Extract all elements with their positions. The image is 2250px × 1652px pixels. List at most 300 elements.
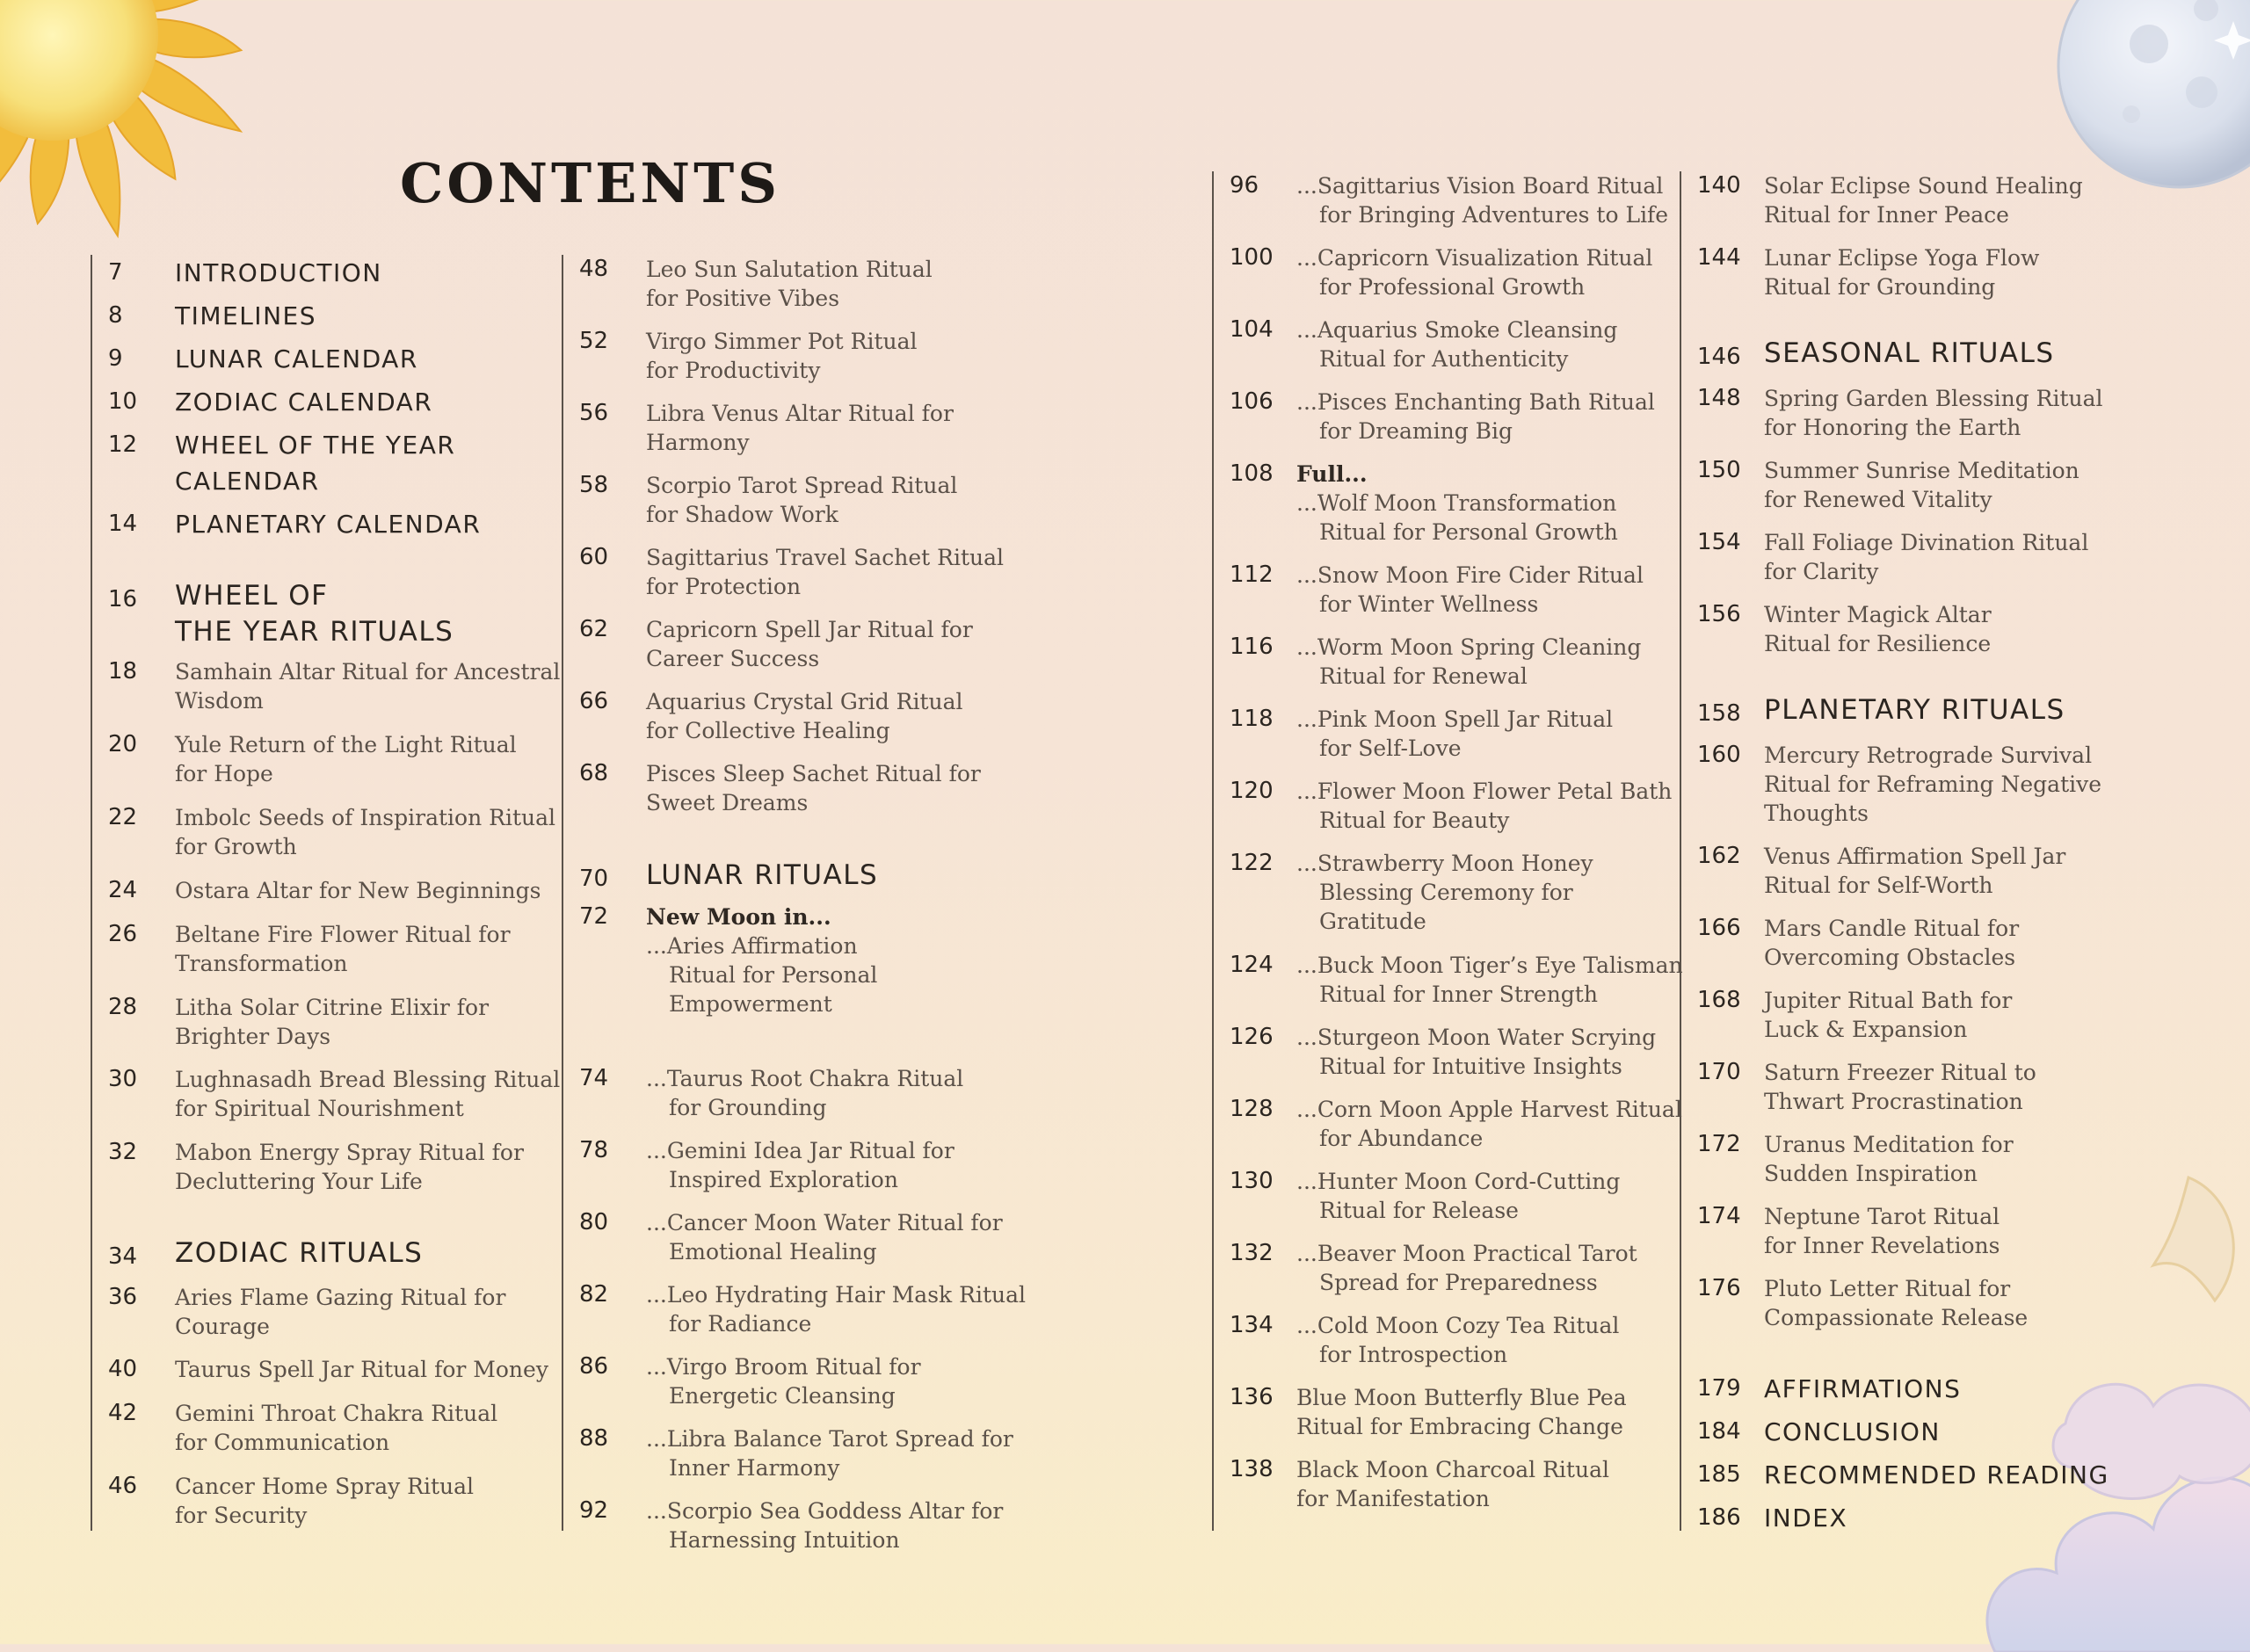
entry-title-line: ...Taurus Root Chakra Ritual: [646, 1066, 964, 1091]
entry-title-line: THE YEAR RITUALS: [175, 616, 454, 648]
entry-title: [175, 1138, 524, 1196]
entry-title-line: Luck & Expansion: [1764, 1017, 1968, 1042]
entry-title-line: Spring Garden Blessing Ritual: [1764, 386, 2103, 411]
entry-title-line: for Professional Growth: [1319, 274, 1586, 300]
entry-title-line: Ritual for Authenticity: [1319, 346, 1569, 372]
entry-title-line: Virgo Simmer Pot Ritual: [646, 329, 918, 354]
page-title: CONTENTS: [400, 151, 781, 215]
entry-title-line: Wisdom: [175, 688, 264, 714]
entry-title: [175, 341, 418, 377]
entry-title-line: Inspired Exploration: [669, 1167, 898, 1192]
page-number: 80: [579, 1209, 609, 1235]
entry-title: [1764, 456, 2079, 514]
entry-title-line: Gratitude: [1319, 909, 1426, 934]
entry-title-line: Ritual for Personal Growth: [1319, 519, 1618, 545]
entry-title-line: Lunar Eclipse Yoga Flow: [1764, 245, 2040, 271]
entry-title: [646, 1208, 1003, 1266]
entry-title-line: Ritual for Resilience: [1764, 631, 1992, 656]
page-number: 184: [1697, 1418, 1741, 1445]
entry-title-line: Ritual for Personal: [669, 962, 878, 988]
page-number: 170: [1697, 1059, 1741, 1085]
entry-title-line: ...Pink Moon Spell Jar Ritual: [1296, 706, 1614, 732]
entry-title: [1764, 384, 2103, 442]
entry-title-line: Inner Harmony: [669, 1455, 840, 1481]
entry-title: [175, 384, 432, 420]
entry-title-line: ...Strawberry Moon Honey: [1296, 851, 1593, 876]
entry-title-line: ...Cancer Moon Water Ritual for: [646, 1210, 1003, 1235]
entry-title-line: for Clarity: [1764, 559, 1879, 584]
page-number: 124: [1230, 952, 1274, 978]
page-number: 134: [1230, 1312, 1274, 1338]
entry-title-line: Ritual for Intuitive Insights: [1319, 1054, 1622, 1079]
entry-title: [1764, 986, 2012, 1044]
sun-ray: [139, 0, 253, 11]
page-number: 48: [579, 256, 609, 282]
entry-title-line: PLANETARY RITUALS: [1764, 694, 2065, 726]
entry-title: [1296, 777, 1672, 835]
entry-title-line: ...Libra Balance Tarot Spread for: [646, 1426, 1013, 1452]
entry-title-line: for Introspection: [1319, 1342, 1508, 1367]
entry-title-line: ...Scorpio Sea Goddess Altar for: [646, 1498, 1004, 1524]
page-number: 16: [108, 586, 138, 612]
entry-title-line: Scorpio Tarot Spread Ritual: [646, 473, 958, 498]
entry-title: [175, 578, 454, 650]
entry-title-line: Solar Eclipse Sound Healing: [1764, 173, 2083, 199]
entry-title-line: ...Corn Moon Apple Harvest Ritual: [1296, 1097, 1682, 1122]
page-number: 185: [1697, 1461, 1741, 1488]
page-number: 42: [108, 1400, 138, 1426]
moon-icon: [2052, 0, 2250, 193]
entry-title-line: Libra Venus Altar Ritual for: [646, 401, 954, 426]
entry-title-line: Thoughts: [1764, 801, 1869, 826]
entry-title-line: Compassionate Release: [1764, 1305, 2029, 1330]
entry-title: [175, 657, 560, 715]
entry-title-line: Sagittarius Travel Sachet Ritual: [646, 545, 1005, 570]
page-number: 108: [1230, 460, 1274, 487]
page-number: 126: [1230, 1024, 1274, 1050]
page-number: 70: [579, 866, 609, 892]
entry-title-line: Lughnasadh Bread Blessing Ritual: [175, 1067, 561, 1092]
entry-title: [646, 687, 963, 745]
page-number: 24: [108, 877, 138, 903]
entry-title-line: Decluttering Your Life: [175, 1169, 423, 1194]
entry-title-line: Thwart Procrastination: [1764, 1089, 2023, 1114]
entry-title-line: ZODIAC RITUALS: [175, 1237, 424, 1269]
page-number: 52: [579, 328, 609, 354]
entry-title-line: CALENDAR: [175, 467, 320, 496]
entry-title: [175, 730, 517, 788]
page-number: 122: [1230, 850, 1274, 876]
entry-title-line: Energetic Cleansing: [669, 1383, 896, 1409]
page-number: 66: [579, 688, 609, 714]
entry-title: [1296, 1167, 1620, 1225]
entry-title: [1296, 243, 1652, 301]
entry-title: [1764, 741, 2101, 828]
entry-title-line: Spread for Preparedness: [1319, 1270, 1598, 1295]
entry-title-line: Taurus Spell Jar Ritual for Money: [175, 1357, 548, 1382]
page-number: 168: [1697, 987, 1741, 1013]
entry-title-line: Overcoming Obstacles: [1764, 945, 2016, 970]
entry-title-line: ...Wolf Moon Transformation: [1296, 490, 1617, 516]
entry-title-line: INDEX: [1764, 1503, 1848, 1532]
page-number: 22: [108, 804, 138, 830]
entry-title-line: for Self-Love: [1319, 735, 1462, 761]
entry-title: [1764, 171, 2083, 229]
entry-title-line: for Growth: [175, 834, 297, 859]
entry-title-line: for Grounding: [669, 1095, 827, 1120]
entry-title-line: Litha Solar Citrine Elixir for: [175, 995, 490, 1020]
page-number: 60: [579, 544, 609, 570]
entry-title: [175, 427, 455, 499]
entry-title-line: Pluto Letter Ritual for: [1764, 1276, 2011, 1301]
entry-title-line: Harnessing Intuition: [669, 1527, 900, 1553]
entry-title-line: Ritual for Release: [1319, 1198, 1519, 1223]
entry-title: [1296, 1383, 1627, 1441]
entry-title-line: for Bringing Adventures to Life: [1319, 202, 1669, 228]
entry-title: [646, 858, 878, 894]
entry-title-line: for Positive Vibes: [646, 286, 840, 311]
entry-title: [1296, 1455, 1609, 1513]
page-number: 179: [1697, 1375, 1741, 1402]
entry-title-line: INTRODUCTION: [175, 258, 382, 287]
entry-title: [1764, 1130, 2014, 1188]
page-number: 72: [579, 903, 609, 930]
page-number: 128: [1230, 1096, 1274, 1122]
entry-title-line: Pisces Sleep Sachet Ritual for: [646, 761, 981, 786]
entry-title-line: Winter Magick Altar: [1764, 602, 1992, 627]
entry-title-line: ...Pisces Enchanting Bath Ritual: [1296, 389, 1655, 415]
entry-title: [1296, 849, 1593, 936]
entry-title-line: for Radiance: [669, 1311, 812, 1337]
page-number: 74: [579, 1065, 609, 1091]
entry-title: [1296, 171, 1668, 229]
page-number: 140: [1697, 172, 1741, 199]
entry-title: [1764, 528, 2088, 586]
toc-column-4: [1680, 171, 2109, 1532]
entry-title-line: ...Sagittarius Vision Board Ritual: [1296, 173, 1664, 199]
page-number: 104: [1230, 316, 1274, 343]
entry-title-line: Saturn Freezer Ritual to: [1764, 1060, 2036, 1085]
page-number: 40: [108, 1356, 138, 1382]
entry-title: [1764, 1371, 1961, 1407]
page-number: 144: [1697, 244, 1741, 271]
toc-column-1: [91, 255, 561, 1531]
entry-title-line: Samhain Altar Ritual for Ancestral: [175, 659, 561, 685]
entry-title: [175, 1283, 505, 1341]
entry-title-line: Ostara Altar for New Beginnings: [175, 878, 541, 903]
entry-title-line: for Security: [175, 1503, 308, 1528]
page-number: 100: [1230, 244, 1274, 271]
page-number: 166: [1697, 915, 1741, 941]
entry-title-line: for Collective Healing: [646, 718, 890, 743]
entry-title-line: Ritual for Beauty: [1319, 808, 1510, 833]
sun-icon: [0, 0, 308, 290]
page-number: 148: [1697, 385, 1741, 411]
entry-title: [1296, 1095, 1682, 1153]
entry-title-line: for Hope: [175, 761, 273, 786]
page-number: 12: [108, 431, 138, 458]
entry-title-line: for Abundance: [1319, 1126, 1484, 1151]
entry-title-line: New Moon in...: [646, 904, 831, 930]
entry-title-line: AFFIRMATIONS: [1764, 1374, 1962, 1403]
entry-title: [1296, 460, 1618, 547]
page-number: 96: [1230, 172, 1259, 199]
entry-title-line: TIMELINES: [175, 301, 316, 330]
entry-title: [1764, 914, 2019, 972]
entry-title-line: ZODIAC CALENDAR: [175, 388, 433, 417]
entry-title: [646, 1352, 921, 1410]
entry-title-line: ...Aquarius Smoke Cleansing: [1296, 317, 1618, 343]
entry-title: [175, 803, 555, 861]
entry-title-line: ...Leo Hydrating Hair Mask Ritual: [646, 1282, 1027, 1308]
entry-title-line: for Communication: [175, 1430, 390, 1455]
page-number: 136: [1230, 1384, 1274, 1410]
entry-title: [646, 327, 918, 385]
page-number: 30: [108, 1066, 138, 1092]
entry-title-line: Jupiter Ritual Bath for: [1764, 988, 2013, 1013]
page-number: 138: [1230, 1456, 1274, 1482]
entry-title-line: ...Beaver Moon Practical Tarot: [1296, 1241, 1637, 1266]
entry-title-line: Summer Sunrise Meditation: [1764, 458, 2079, 483]
entry-title-line: Ritual for Embracing Change: [1296, 1414, 1623, 1439]
entry-title-line: WHEEL OF: [175, 580, 329, 612]
entry-title-line: Venus Affirmation Spell Jar: [1764, 844, 2066, 869]
entry-title: [646, 902, 877, 1018]
entry-title-line: ...Sturgeon Moon Water Scrying: [1296, 1025, 1657, 1050]
entry-title-line: Leo Sun Salutation Ritual: [646, 257, 933, 282]
page-number: 174: [1697, 1203, 1741, 1229]
entry-title: [1296, 633, 1641, 691]
entry-title-line: ...Aries Affirmation: [646, 933, 858, 959]
entry-title: [646, 471, 957, 529]
page-number: 120: [1230, 778, 1274, 804]
page-number: 82: [579, 1281, 609, 1308]
page-number: 158: [1697, 700, 1741, 727]
page-number: 150: [1697, 457, 1741, 483]
page-number: 32: [108, 1139, 138, 1165]
page-number: 20: [108, 731, 138, 757]
entry-title-line: for Spiritual Nourishment: [175, 1096, 464, 1121]
entry-title-line: Imbolc Seeds of Inspiration Ritual: [175, 805, 555, 830]
entry-title: [646, 615, 973, 673]
page-number: 86: [579, 1353, 609, 1380]
entry-title-line: Transformation: [175, 951, 348, 976]
page-number: 36: [108, 1284, 138, 1310]
entry-title-line: Emotional Healing: [669, 1239, 877, 1264]
page-number: 130: [1230, 1168, 1274, 1194]
entry-title-line: for Renewed Vitality: [1764, 487, 1992, 512]
entry-title-line: Ritual for Grounding: [1764, 274, 1996, 300]
entry-title: [646, 255, 933, 313]
page-number: 68: [579, 760, 609, 786]
entry-title-line: Ritual for Inner Strength: [1319, 982, 1598, 1007]
entry-title: [1764, 1414, 1941, 1450]
entry-title-line: ...Cold Moon Cozy Tea Ritual: [1296, 1313, 1620, 1338]
page-number: 9: [108, 345, 123, 372]
page-number: 56: [579, 400, 609, 426]
entry-title: [1764, 1274, 2028, 1332]
entry-title-line: Mercury Retrograde Survival: [1764, 743, 2093, 768]
entry-title-line: ...Capricorn Visualization Ritual: [1296, 245, 1653, 271]
entry-title-line: Capricorn Spell Jar Ritual for: [646, 617, 973, 642]
entry-title-line: SEASONAL RITUALS: [1764, 337, 2055, 369]
entry-title-line: for Dreaming Big: [1319, 418, 1513, 444]
entry-title-line: Fall Foliage Divination Ritual: [1764, 530, 2089, 555]
entry-title-line: for Shadow Work: [646, 502, 838, 527]
entry-title-line: Sweet Dreams: [646, 790, 809, 815]
entry-title-line: Sudden Inspiration: [1764, 1161, 1978, 1186]
entry-title-line: for Productivity: [646, 358, 821, 383]
entry-title: [1296, 1023, 1656, 1081]
entry-title-line: for Manifestation: [1296, 1486, 1490, 1511]
page-number: 172: [1697, 1131, 1741, 1157]
entry-title: [1764, 1457, 2109, 1493]
page-number: 162: [1697, 843, 1741, 869]
page-number: 58: [579, 472, 609, 498]
entry-title: [175, 506, 481, 542]
entry-title: [175, 920, 511, 978]
page-number: 186: [1697, 1504, 1741, 1531]
entry-title-line: Black Moon Charcoal Ritual: [1296, 1457, 1609, 1482]
page-number: 118: [1230, 706, 1274, 732]
page-number: 88: [579, 1425, 609, 1452]
sun-ray: [76, 121, 120, 235]
entry-title-line: CONCLUSION: [1764, 1417, 1941, 1446]
page-number: 26: [108, 921, 138, 947]
entry-title: [646, 1280, 1026, 1338]
entry-title-line: Yule Return of the Light Ritual: [175, 732, 517, 757]
entry-title-line: ...Buck Moon Tiger’s Eye Talisman: [1296, 953, 1683, 978]
page-number: 46: [108, 1473, 138, 1499]
entry-title: [175, 876, 541, 905]
entry-title-line: Neptune Tarot Ritual: [1764, 1204, 2000, 1229]
entry-title: [646, 1136, 954, 1194]
entry-title-line: RECOMMENDED READING: [1764, 1460, 2109, 1489]
entry-title-line: LUNAR RITUALS: [646, 859, 879, 891]
entry-title: [646, 1496, 1003, 1554]
entry-title: [646, 1424, 1013, 1482]
entry-title-line: for Protection: [646, 574, 802, 599]
page-number: 10: [108, 388, 138, 415]
page-number: 8: [108, 302, 123, 329]
entry-title: [646, 759, 981, 817]
page-number: 78: [579, 1137, 609, 1163]
entry-title: [175, 1355, 548, 1384]
sun-ray: [153, 19, 242, 58]
entry-title: [1764, 1058, 2036, 1116]
page-number: 160: [1697, 742, 1741, 768]
entry-title: [646, 543, 1004, 601]
entry-title-line: Cancer Home Spray Ritual: [175, 1474, 475, 1499]
entry-title-line: Harmony: [646, 430, 750, 455]
entry-title: [1764, 692, 2065, 728]
entry-title: [1296, 1311, 1619, 1369]
entry-title: [1296, 951, 1683, 1009]
page-number: 146: [1697, 344, 1741, 370]
entry-title: [1296, 388, 1655, 446]
page-number: 106: [1230, 388, 1274, 415]
page-number: 62: [579, 616, 609, 642]
entry-title-line: Aries Flame Gazing Ritual for: [175, 1285, 506, 1310]
entry-title-line: Blessing Ceremony for: [1319, 880, 1573, 905]
entry-title: [175, 993, 489, 1051]
sun-ray: [31, 135, 69, 224]
entry-title-line: Brighter Days: [175, 1024, 331, 1049]
page-number: 132: [1230, 1240, 1274, 1266]
entry-title-line: ...Flower Moon Flower Petal Bath: [1296, 779, 1673, 804]
entry-title: [1764, 336, 2055, 372]
entry-title-line: Beltane Fire Flower Ritual for: [175, 922, 511, 947]
entry-title-line: Ritual for Self-Worth: [1764, 873, 1993, 898]
entry-title-line: ...Hunter Moon Cord-Cutting: [1296, 1169, 1621, 1194]
entry-title-line: Blue Moon Butterfly Blue Pea: [1296, 1385, 1627, 1410]
page-number: 156: [1697, 601, 1741, 627]
entry-title-line: Empowerment: [669, 991, 832, 1017]
entry-title-line: Career Success: [646, 646, 820, 671]
entry-title: [175, 1399, 497, 1457]
page-number: 34: [108, 1243, 138, 1270]
page-number: 154: [1697, 529, 1741, 555]
entry-title-line: ...Worm Moon Spring Cleaning: [1296, 634, 1642, 660]
entry-title: [175, 255, 382, 291]
entry-title-line: ...Gemini Idea Jar Ritual for: [646, 1138, 954, 1163]
entry-title-line: Ritual for Reframing Negative: [1764, 772, 2102, 797]
entry-title: [1764, 842, 2065, 900]
entry-title-line: Mars Candle Ritual for: [1764, 916, 2020, 941]
entry-title: [646, 1064, 963, 1122]
entry-title: [175, 1472, 474, 1530]
entry-title: [175, 298, 316, 334]
entry-title: [1296, 315, 1617, 373]
entry-title-line: Mabon Energy Spray Ritual for: [175, 1140, 524, 1165]
entry-title-line: for Honoring the Earth: [1764, 415, 2021, 440]
entry-title: [1296, 1239, 1637, 1297]
page-number: 7: [108, 259, 123, 286]
entry-title-line: Aquarius Crystal Grid Ritual: [646, 689, 963, 714]
entry-title: [1764, 600, 1992, 658]
entry-title-line: LUNAR CALENDAR: [175, 344, 418, 373]
entry-title-line: PLANETARY CALENDAR: [175, 510, 482, 539]
entry-title-line: for Inner Revelations: [1764, 1233, 2000, 1258]
entry-title: [1764, 1202, 2000, 1260]
entry-title: [1764, 243, 2039, 301]
entry-title: [1296, 561, 1644, 619]
entry-title-line: ...Virgo Broom Ritual for: [646, 1354, 921, 1380]
entry-title: [1764, 1500, 1847, 1536]
entry-title-line: Full...: [1296, 461, 1368, 487]
entry-title-line: Gemini Throat Chakra Ritual: [175, 1401, 498, 1426]
page-number: 116: [1230, 634, 1274, 660]
page-number: 14: [108, 511, 138, 537]
page-number: 92: [579, 1497, 609, 1524]
page-number: 18: [108, 658, 138, 685]
toc-column-2: [562, 255, 1027, 1553]
entry-title: [175, 1235, 423, 1272]
entry-title-line: Ritual for Inner Peace: [1764, 202, 2009, 228]
entry-title: [1296, 705, 1613, 763]
entry-title-line: WHEEL OF THE YEAR: [175, 431, 456, 460]
page-number: 28: [108, 994, 138, 1020]
entry-title: [646, 399, 954, 457]
entry-title-line: Ritual for Renewal: [1319, 663, 1528, 689]
page-number: 176: [1697, 1275, 1741, 1301]
entry-title: [175, 1065, 560, 1123]
entry-title-line: for Winter Wellness: [1319, 591, 1539, 617]
toc-column-3: [1212, 171, 1683, 1531]
page-number: 112: [1230, 562, 1274, 588]
entry-title-line: ...Snow Moon Fire Cider Ritual: [1296, 562, 1644, 588]
entry-title-line: Uranus Meditation for: [1764, 1132, 2014, 1157]
